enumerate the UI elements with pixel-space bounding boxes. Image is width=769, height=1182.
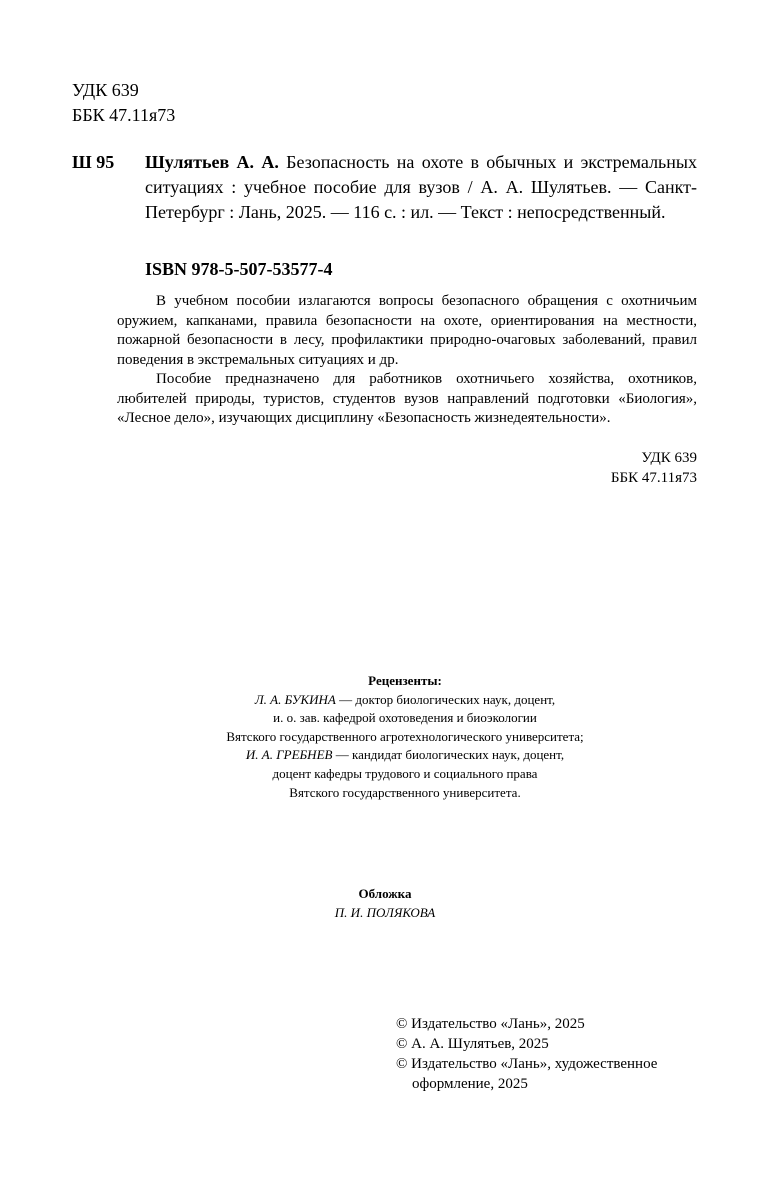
reviewers-block — [150, 672, 660, 802]
reviewer-line: Вятского государственного агротехнологического университета; — [226, 728, 584, 744]
entry-author: Шулятьев А. А. — [145, 152, 279, 172]
bbk-code: ББК 47.11я73 — [610, 470, 697, 486]
bibliographic-entry — [72, 150, 697, 225]
cover-designer: П. И. ПОЛЯКОВА — [334, 904, 436, 920]
bbk-code: ББК 47.11я73 — [72, 105, 176, 125]
footer-index-block — [560, 448, 697, 488]
reviewer-title: — кандидат биологических наук, доцент, — [332, 747, 565, 763]
cover-heading: Обложка — [358, 886, 412, 901]
copyright-block — [396, 1014, 706, 1094]
reviewer-line: Вятского государственного университета. — [289, 784, 521, 800]
reviewer-line: доцент кафедры трудового и социального права — [272, 765, 538, 781]
author-sign: Ш 95 — [72, 152, 115, 172]
reviewer-title: — доктор биологических наук, доцент, — [335, 691, 556, 707]
abstract — [117, 292, 697, 429]
isbn: ISBN 978-5-507-53577-4 — [145, 259, 333, 279]
reviewer-name: И. А. ГРЕБНЕВ — [245, 747, 333, 763]
reviewer-line: и. о. зав. кафедрой охотоведения и биоэкологии — [273, 710, 537, 726]
udk-code: УДК 639 — [641, 450, 697, 466]
entry-text — [145, 150, 697, 225]
copyright-line: © А. А. Шулятьев, 2025 — [396, 1036, 549, 1052]
cover-credit — [255, 885, 515, 922]
entry-description: Безопасность на охоте в обычных и экстремальных ситуациях : учебное пособие для вузов / А. А. Шулятьев. — Санкт-Петербург : Лань, 2025. — 116 с. : ил. — Текст : непосредственный. — [145, 152, 697, 222]
copyright-line: © Издательство «Лань», художественное — [396, 1056, 658, 1072]
copyright-line: оформление, 2025 — [412, 1076, 528, 1092]
reviewers-heading: Рецензенты: — [368, 673, 442, 688]
reviewer-line — [150, 746, 660, 765]
copyright-line: © Издательство «Лань», 2025 — [396, 1016, 585, 1032]
abstract-paragraph: Пособие предназначено для работников охотничьего хозяйства, охотников, любителей природы, туристов, студентов вузов направлений подготовки «Биология», «Лесное дело», изучающих дисциплину «Безопасность жизнедеятельности». — [117, 371, 697, 426]
udk-code: УДК 639 — [72, 80, 139, 100]
abstract-paragraph: В учебном пособии излагаются вопросы безопасного обращения с охотничьим оружием, капканами, правила безопасности на охоте, ориентирования на местности, пожарной безопасности в лесу, профилактики природно-очаговых заболеваний, правил поведения в экстремальных ситуациях и др. — [117, 293, 697, 368]
header-index-block — [72, 78, 175, 128]
reviewer-name: Л. А. БУКИНА — [254, 691, 336, 707]
reviewer-line — [150, 691, 660, 710]
